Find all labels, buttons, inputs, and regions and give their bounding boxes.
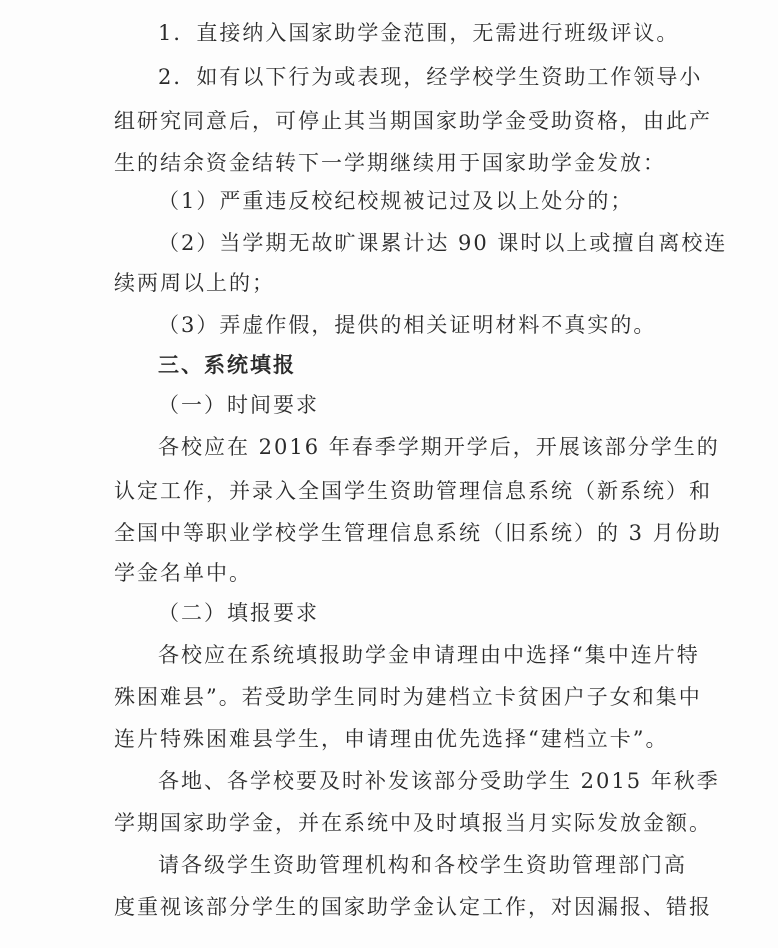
text-line-8: （3）弄虚作假，提供的相关证明材料不真实的。 (158, 313, 657, 337)
text-line-14: 学金名单中。 (114, 561, 252, 585)
text-line-17: 殊困难县”。若受助学生同时为建档立卡贫困户子女和集中 (114, 685, 702, 709)
text-line-20: 学期国家助学金，并在系统中及时填报当月实际发放金额。 (114, 811, 712, 835)
text-line-6: （2）当学期无故旷课累计达 90 课时以上或擅自离校连 (158, 231, 728, 255)
text-line-21: 请各级学生资助管理机构和各校学生资助管理部门高 (158, 853, 687, 877)
text-line-22: 度重视该部分学生的国家助学金认定工作，对因漏报、错报 (114, 895, 712, 919)
text-line-4: 生的结余资金结转下一学期继续用于国家助学金发放： (114, 151, 666, 175)
subheading-fill-requirement: （二）填报要求 (158, 601, 319, 625)
text-line-11: 各校应在 2016 年春季学期开学后，开展该部分学生的 (158, 435, 720, 459)
text-line-19: 各地、各学校要及时补发该部分受助学生 2015 年秋季 (158, 769, 720, 793)
text-line-1: 1．直接纳入国家助学金范围，无需进行班级评议。 (158, 21, 680, 45)
text-line-5: （1）严重违反校纪校规被记过及以上处分的； (158, 189, 634, 213)
text-line-16: 各校应在系统填报助学金申请理由中选择“集中连片特 (158, 643, 700, 667)
text-line-2: 2．如有以下行为或表现，经学校学生资助工作领导小 (158, 65, 703, 89)
text-line-12: 认定工作，并录入全国学生资助管理信息系统（新系统）和 (114, 479, 712, 503)
section-heading: 三、系统填报 (158, 353, 296, 377)
subheading-time-requirement: （一）时间要求 (158, 393, 319, 417)
text-line-3: 组研究同意后，可停止其当期国家助学金受助资格，由此产 (114, 109, 712, 133)
text-line-7: 续两周以上的； (114, 271, 275, 295)
text-line-18: 连片特殊困难县学生，申请理由优先选择“建档立卡”。 (114, 727, 669, 751)
text-line-13: 全国中等职业学校学生管理信息系统（旧系统）的 3 月份助 (114, 521, 722, 545)
